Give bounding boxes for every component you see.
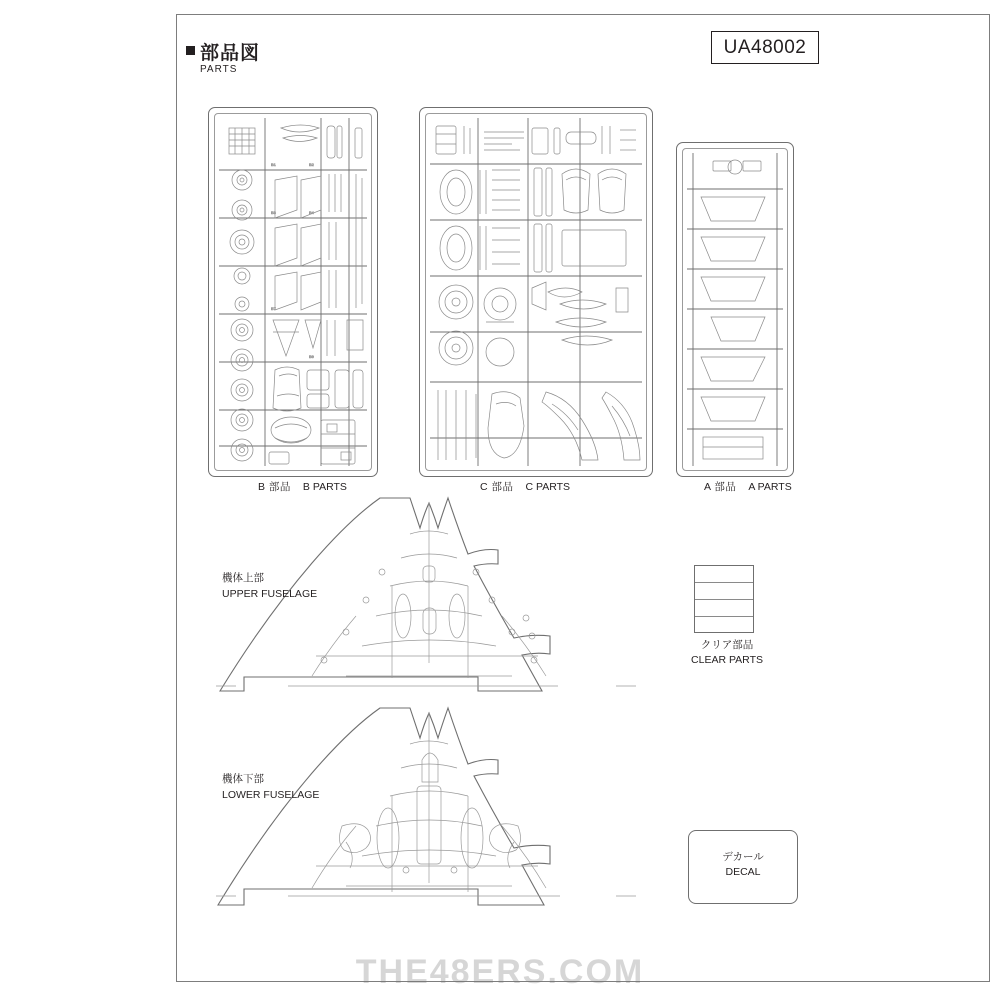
- page-title-en: PARTS: [200, 64, 238, 75]
- sprue-a-label-en: A PARTS: [748, 481, 792, 493]
- upper-fuselage-label-en: UPPER FUSELAGE: [222, 588, 318, 600]
- sprue-inner-a: [682, 148, 788, 471]
- watermark: THE48ERS.COM: [355, 953, 645, 991]
- sprue-b-label-en: B PARTS: [302, 481, 347, 493]
- upper-fuselage-label: [222, 570, 317, 602]
- sprue-a-label-jp: A 部品: [704, 481, 737, 493]
- clear-parts-drawing: [694, 565, 754, 633]
- clear-parts-label-en: CLEAR PARTS: [691, 654, 763, 666]
- sprue-inner-b: [214, 113, 372, 471]
- page-title-jp: 部品図: [200, 43, 261, 64]
- clear-parts-label-jp: クリア部品: [700, 639, 754, 651]
- svg-text:B2: B2: [309, 162, 314, 167]
- decal-box: [688, 830, 798, 904]
- sprue-caption-a: [704, 479, 792, 494]
- lower-fuselage-label-jp: 機体下部: [222, 773, 264, 785]
- svg-text:B3: B3: [271, 210, 276, 215]
- clear-parts-caption: [667, 638, 787, 668]
- sprue-frame-b: [208, 107, 378, 477]
- sprue-b-label-jp: B 部品: [258, 481, 291, 493]
- sprue-c-label-en: C PARTS: [525, 481, 571, 493]
- decal-label-en: DECAL: [725, 866, 761, 878]
- svg-text:B1: B1: [271, 162, 276, 167]
- lower-fuselage-label: [222, 771, 319, 803]
- lower-fuselage-label-en: LOWER FUSELAGE: [222, 789, 320, 801]
- sprue-c-label-jp: C 部品: [480, 481, 514, 493]
- sprue-inner-c: [425, 113, 647, 471]
- svg-text:B7: B7: [271, 306, 276, 311]
- lower-fuselage-drawing: [196, 690, 656, 930]
- svg-text:B4: B4: [309, 210, 314, 215]
- kit-code-box: [711, 31, 819, 64]
- svg-text:B9: B9: [309, 354, 314, 359]
- sprue-frame-c: [419, 107, 653, 477]
- sprue-frame-a: [676, 142, 794, 477]
- upper-fuselage-label-jp: 機体上部: [222, 572, 264, 584]
- kit-code: UA48002: [723, 37, 807, 58]
- decal-label-jp: デカール: [722, 851, 764, 863]
- section-marker-icon: [186, 46, 195, 55]
